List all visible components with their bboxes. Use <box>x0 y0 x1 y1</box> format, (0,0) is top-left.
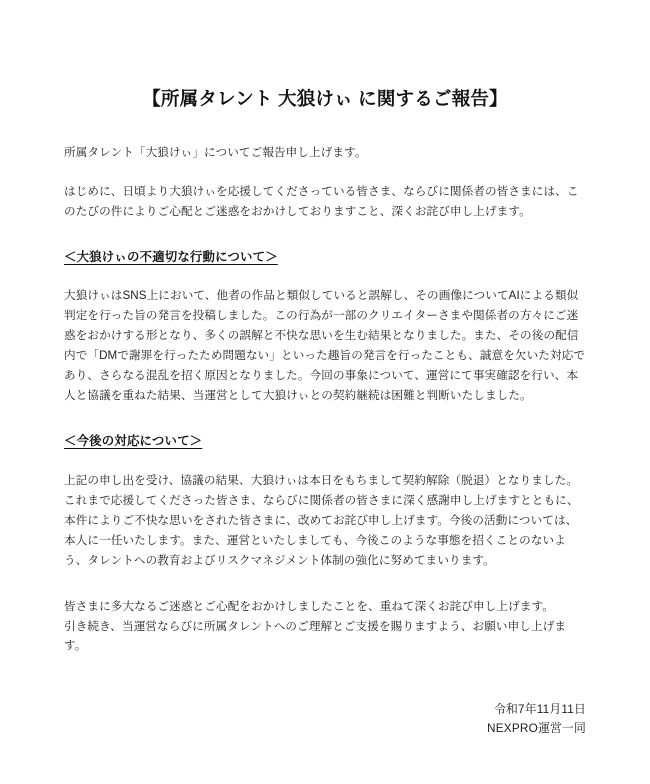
section-misconduct-paragraph: 大狼けぃはSNS上において、他者の作品と類似していると誤解し、その画像についてAIによる類似判定を行った旨の発言を投稿しました。この行為が一部のクリエイターさまや関係者の方々にご迷惑をおかけする形となり、多くの誤解と不快な思いを生む結果となりました。また、その後の配信内で「DMで謝罪を行ったため問題ない」といった趣旨の発言を行ったことも、誠意を欠いた対応であり、さらなる混乱を招く原因となりました。今回の事象について、運営にて事実確認を行い、本人と協議を重ねた結果、当運営として大狼けぃとの契約継続は困難と判断いたしました。 <box>64 289 586 403</box>
signature-block <box>0 700 650 738</box>
spacer <box>64 571 586 597</box>
spacer <box>64 222 586 248</box>
section-heading-misconduct-label: ＜大狼けぃの不適切な行動について＞ <box>64 249 278 264</box>
intro-paragraph-2: はじめに、日頃より大狼けぃを応援してくださっている皆さま、ならびに関係者の皆さまには、このたびの件によりご心配とご迷惑をおかけしておりますこと、深くお詫び申し上げます。 <box>64 184 579 218</box>
intro-paragraph-1: 所属タレント「大狼けぃ」についてご報告申し上げます。 <box>64 145 367 159</box>
spacer <box>64 406 586 432</box>
closing-paragraph-1: 皆さまに多大なるご迷惑とご心配をおかけしましたことを、重ねて深くお詫び申し上げます。 <box>64 599 554 613</box>
section-response-paragraph-2: これまで応援してくださった皆さま、ならびに関係者の皆さまに深く感謝申し上げますとともに、本件によりご不快な思いをされた皆さまに、改めてお詫び申し上げます。今後の活動については、本人に一任いたします。また、運営といたしましても、今後このような事態を招くことのないよう、タレントへの教育およびリスクマネジメント体制の強化に努めてまいります。 <box>64 493 579 567</box>
document-body <box>0 143 650 657</box>
spacer <box>64 267 586 286</box>
page-title: 【所属タレント 大狼けぃ に関するご報告】 <box>142 88 508 109</box>
spacer <box>64 452 586 471</box>
closing-paragraph-2: 引き続き、当運営ならびに所属タレントへのご理解とご支援を賜りますよう、お願い申し上げます。 <box>64 619 567 653</box>
signature-date: 令和7年11月11日 <box>493 702 586 717</box>
section-heading-response <box>64 432 586 452</box>
spacer <box>64 163 586 182</box>
section-heading-misconduct <box>64 248 586 268</box>
signature-issuer: NEXPRO運営一同 <box>486 721 586 736</box>
section-response-paragraph-1: 上記の申し出を受け、協議の結果、大狼けぃは本日をもちまして契約解除（脱退）となりました。 <box>64 473 579 487</box>
section-heading-response-label: ＜今後の対応について＞ <box>64 434 203 449</box>
